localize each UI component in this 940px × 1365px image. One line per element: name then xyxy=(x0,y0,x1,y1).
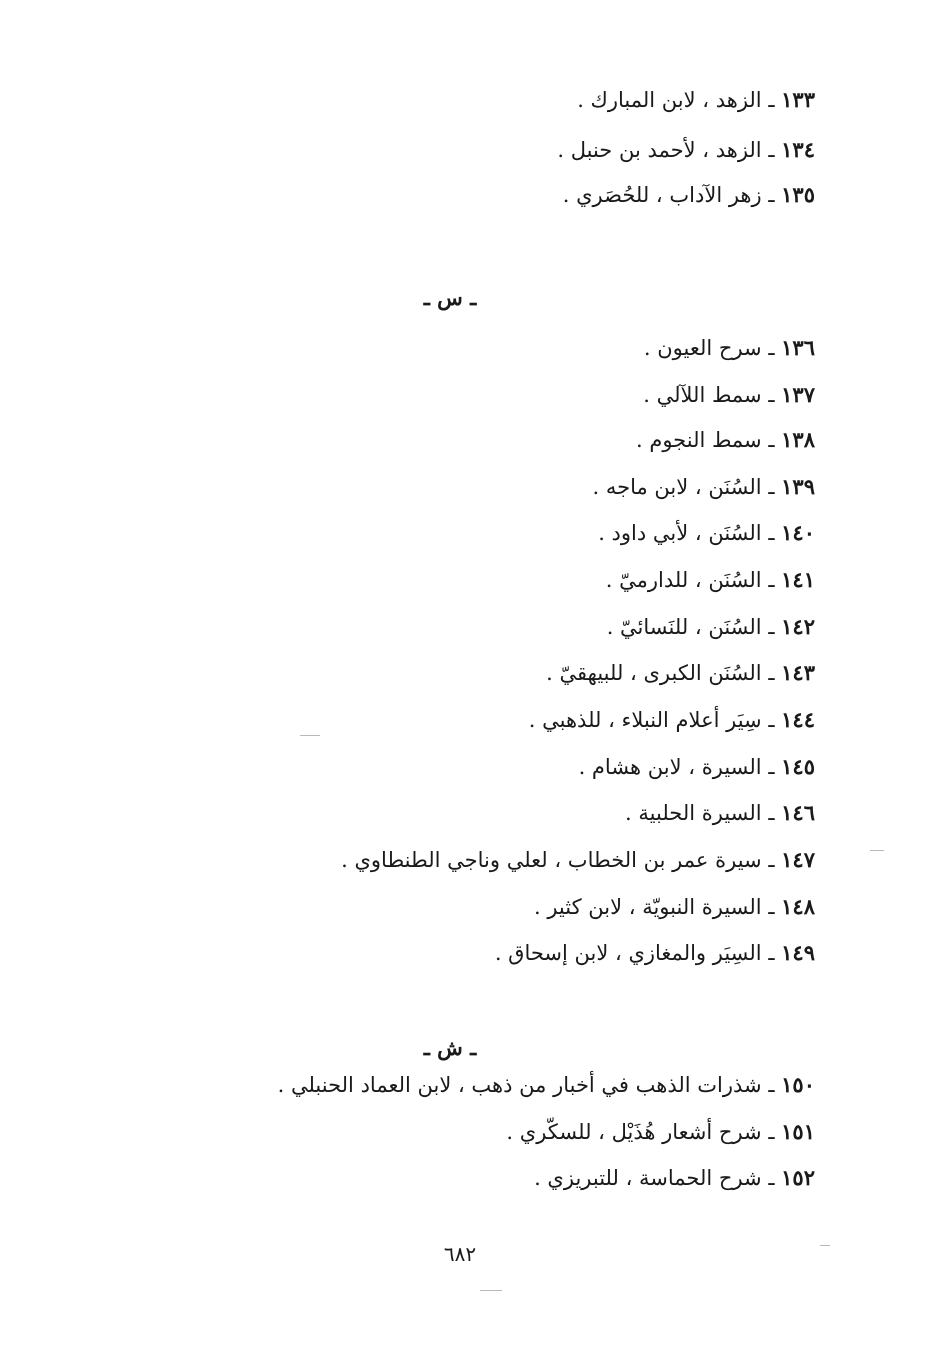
entry-number: ١٥٠ xyxy=(781,1072,815,1097)
entry-text: السُنَن ، لأبي داود . xyxy=(598,521,762,545)
bibliography-entry xyxy=(606,565,815,595)
bibliography-entry xyxy=(598,518,815,548)
entry-text: الزهد ، لأحمد بن حنبل . xyxy=(557,138,762,162)
bibliography-entry xyxy=(341,845,815,875)
entry-text: السيرة النبويّة ، لابن كثير . xyxy=(533,895,762,919)
entry-number: ١٤٧ xyxy=(781,847,815,872)
entry-text: السُنَن ، لابن ماجه . xyxy=(592,475,762,499)
bibliography-entry xyxy=(593,472,816,502)
entry-text: شذرات الذهب في أخبار من ذهب ، لابن العماد الحنبلي . xyxy=(277,1073,762,1097)
entry-dash: ـ xyxy=(761,88,775,112)
entry-number: ١٤٤ xyxy=(781,707,815,732)
entry-dash: ـ xyxy=(761,521,775,545)
entry-dash: ـ xyxy=(761,138,775,162)
bibliography-entry xyxy=(557,135,815,165)
entry-text: زهر الآداب ، للحُصَري . xyxy=(562,183,762,207)
bibliography-entry xyxy=(529,705,815,735)
entry-number: ١٥١ xyxy=(781,1119,815,1144)
entry-text: سمط اللآلي . xyxy=(643,383,762,407)
entry-dash: ـ xyxy=(761,383,775,407)
entry-number: ١٤٨ xyxy=(781,894,815,919)
bibliography-entry xyxy=(636,425,815,455)
entry-dash: ـ xyxy=(761,895,775,919)
bibliography-entry xyxy=(563,180,815,210)
entry-dash: ـ xyxy=(761,661,775,685)
bibliography-entry xyxy=(534,1163,815,1193)
entry-dash: ـ xyxy=(761,1120,775,1144)
entry-text: سمط النجوم . xyxy=(635,428,762,452)
entry-number: ١٤٦ xyxy=(781,800,815,825)
entry-number: ١٤٠ xyxy=(781,520,815,545)
entry-number: ١٤٩ xyxy=(781,940,815,965)
bibliography-entry xyxy=(607,612,815,642)
entry-text: السيرة الحلبية . xyxy=(625,801,762,825)
bibliography-entry xyxy=(625,798,815,828)
bibliography-entry xyxy=(579,752,815,782)
entry-number: ١٣٤ xyxy=(781,137,815,162)
entry-number: ١٣٧ xyxy=(781,382,815,407)
entry-dash: ـ xyxy=(761,1073,775,1097)
bibliography-entry xyxy=(546,658,815,688)
entry-dash: ـ xyxy=(761,848,775,872)
entry-text: السِيَر والمغازي ، لابن إسحاق . xyxy=(494,941,762,965)
section-heading-sin: ـ س ـ xyxy=(423,285,477,310)
entry-number: ١٤٢ xyxy=(781,614,815,639)
scan-speck xyxy=(870,850,884,851)
entry-number: ١٣٦ xyxy=(781,335,815,360)
entry-number: ١٣٩ xyxy=(781,474,815,499)
bibliography-entry xyxy=(495,938,815,968)
entry-dash: ـ xyxy=(761,755,775,779)
entry-dash: ـ xyxy=(761,708,775,732)
scan-speck xyxy=(300,735,320,736)
bibliography-entry xyxy=(506,1117,815,1147)
entry-dash: ـ xyxy=(761,941,775,965)
entry-number: ١٤١ xyxy=(781,567,815,592)
entry-dash: ـ xyxy=(761,183,775,207)
scan-speck xyxy=(820,1245,830,1246)
entry-dash: ـ xyxy=(761,336,775,360)
entry-dash: ـ xyxy=(761,568,775,592)
entry-text: سرح العيون . xyxy=(643,336,762,360)
entry-text: سِيَر أعلام النبلاء ، للذهبي . xyxy=(528,708,762,732)
entry-number: ١٤٣ xyxy=(781,660,815,685)
entry-dash: ـ xyxy=(761,475,775,499)
bibliography-entry xyxy=(278,1070,815,1100)
entry-dash: ـ xyxy=(761,615,775,639)
entry-dash: ـ xyxy=(761,428,775,452)
page-number: ٦٨٢ xyxy=(443,1242,477,1266)
entry-dash: ـ xyxy=(761,1166,775,1190)
bibliography-entry xyxy=(577,85,815,115)
entry-number: ١٣٨ xyxy=(781,427,815,452)
entry-text: شرح أشعار هُذَيْل ، للسكّري . xyxy=(506,1120,762,1144)
bibliography-entry xyxy=(644,333,815,363)
entry-text: سيرة عمر بن الخطاب ، لعلي وناجي الطنطاوي . xyxy=(341,848,762,872)
entry-text: الزهد ، لابن المبارك . xyxy=(577,88,762,112)
entry-number: ١٣٣ xyxy=(781,87,815,112)
section-heading-shin: ـ ش ـ xyxy=(423,1035,477,1060)
bibliography-entry xyxy=(643,380,815,410)
entry-dash: ـ xyxy=(761,801,775,825)
scan-speck xyxy=(480,1290,502,1291)
entry-number: ١٥٢ xyxy=(781,1165,815,1190)
entry-number: ١٤٥ xyxy=(781,754,815,779)
entry-text: السُنَن الكبرى ، للبيهقيّ . xyxy=(546,661,762,685)
entry-number: ١٣٥ xyxy=(781,182,815,207)
entry-text: شرح الحماسة ، للتبريزي . xyxy=(534,1166,762,1190)
entry-text: السُنَن ، للنَسائيّ . xyxy=(606,615,762,639)
bibliography-entry xyxy=(534,892,815,922)
entry-text: السُنَن ، للدارميّ . xyxy=(605,568,762,592)
entry-text: السيرة ، لابن هشام . xyxy=(578,755,762,779)
